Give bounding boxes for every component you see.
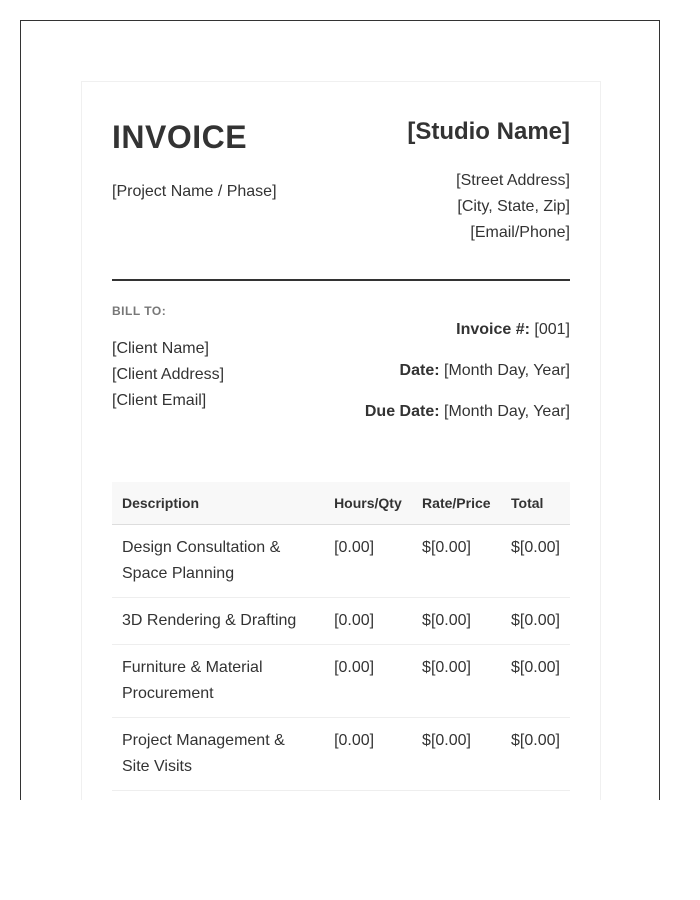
row-qty: [0.00]	[324, 645, 412, 718]
header-rate-price: Rate/Price	[412, 482, 501, 525]
row-rate: $[0.00]	[412, 718, 501, 791]
project-name: [Project Name / Phase]	[112, 183, 277, 200]
invoice-number-value: [001]	[534, 321, 570, 338]
row-total: $[0.00]	[501, 718, 570, 791]
row-total: $[0.00]	[501, 645, 570, 718]
invoice-title: INVOICE	[112, 119, 248, 155]
row-description-line: Design Consultation &	[122, 539, 281, 556]
invoice-date-value: [Month Day, Year]	[444, 362, 570, 379]
row-rate: $[0.00]	[412, 598, 501, 645]
studio-street: [Street Address]	[456, 172, 570, 189]
client-info	[112, 336, 224, 414]
invoice-date-label: Date:	[399, 362, 440, 379]
due-date-row	[365, 402, 570, 443]
due-date-label: Due Date:	[364, 403, 440, 420]
row-rate: $[0.00]	[412, 645, 501, 718]
studio-name: [Studio Name]	[407, 118, 570, 145]
row-total: $[0.00]	[501, 525, 570, 598]
invoice-meta	[365, 320, 570, 443]
row-description-line: Furniture & Material	[122, 659, 263, 676]
invoice-content	[112, 82, 570, 775]
row-qty: [0.00]	[324, 598, 412, 645]
studio-address	[456, 168, 570, 246]
client-name: [Client Name]	[112, 340, 209, 357]
table-row	[112, 525, 570, 598]
billing-section	[112, 280, 570, 480]
invoice-number-label: Invoice #:	[456, 321, 530, 338]
row-qty: [0.00]	[324, 525, 412, 598]
row-rate: $[0.00]	[412, 525, 501, 598]
row-description-line: Procurement	[122, 685, 214, 702]
header-total: Total	[501, 482, 570, 525]
row-description-line: Space Planning	[122, 565, 235, 582]
bill-to-label: BILL TO:	[112, 304, 167, 318]
row-description-line: Site Visits	[122, 758, 192, 775]
invoice-date-row	[365, 361, 570, 402]
row-total: $[0.00]	[501, 598, 570, 645]
table-header-row	[112, 482, 570, 525]
studio-city: [City, State, Zip]	[457, 198, 570, 215]
header-description: Description	[112, 482, 324, 525]
row-description-line: 3D Rendering & Drafting	[122, 612, 297, 629]
invoice-sheet	[81, 81, 601, 800]
line-items-table	[112, 482, 570, 791]
row-description	[112, 718, 324, 791]
row-description-line: Project Management &	[122, 732, 285, 749]
client-address: [Client Address]	[112, 366, 225, 383]
table-row	[112, 718, 570, 791]
page-frame	[20, 20, 660, 800]
row-description	[112, 525, 324, 598]
invoice-header	[112, 82, 570, 280]
row-description	[112, 598, 324, 645]
due-date-value: [Month Day, Year]	[444, 403, 570, 420]
table-row	[112, 645, 570, 718]
row-description	[112, 645, 324, 718]
invoice-number-row	[365, 320, 570, 361]
header-hours-qty: Hours/Qty	[324, 482, 412, 525]
studio-contact: [Email/Phone]	[470, 224, 570, 241]
client-email: [Client Email]	[112, 392, 207, 409]
table-row	[112, 598, 570, 645]
row-qty: [0.00]	[324, 718, 412, 791]
